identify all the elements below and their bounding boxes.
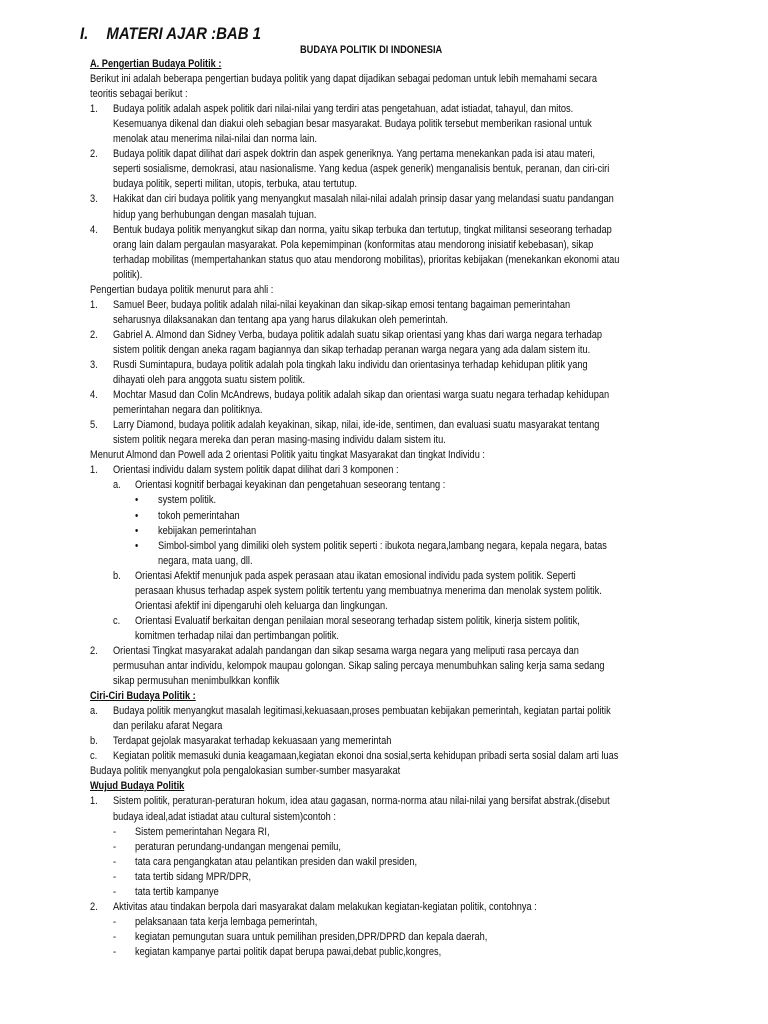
text-line: Sistem politik, peraturan-peraturan hokum, idea atau gagasan, norma-norma atau nilai-nilai yang bersifat abstrak.(disebut — [113, 795, 610, 808]
list-marker: 1. — [90, 298, 98, 311]
list-marker: - — [113, 885, 117, 898]
text-line: Sistem pemerintahan Negara RI, — [135, 825, 270, 838]
text-line: komitmen terhadap nilai dan pertimbangan politik. — [135, 629, 339, 642]
text-line: Pengertian budaya politik menurut para ahli : — [90, 283, 274, 296]
list-marker: - — [113, 840, 117, 853]
list-marker: - — [113, 870, 117, 883]
text-line: dihayati oleh para anggota suatu sistem politik. — [113, 374, 306, 387]
list-marker: 3. — [90, 193, 98, 206]
text-line: Bentuk budaya politik menyangkut sikap dan norma, yaitu sikap terbuka dan tertutup, tingkat militansi seseorang terhadap — [113, 223, 612, 236]
text-line: Orientasi individu dalam system politik dapat dilihat dari 3 komponen : — [113, 464, 399, 477]
text-line: kebijakan pemerintahan — [158, 524, 257, 537]
text-line: sikap permusuhan menimbulkkan konflik — [113, 675, 280, 688]
text-line: Kesemuanya dikenal dan diakui oleh sebagian besar masyarakat. Budaya politik tersebut memberikan rasional untuk — [113, 118, 592, 131]
text-line: Rusdi Sumintapura, budaya politik adalah pola tingkah laku individu dan orientasinya terhadap kehidupan plitik yang — [113, 359, 588, 371]
document-title: BUDAYA POLITIK DI INDONESIA — [300, 44, 443, 56]
chapter-number: I. — [80, 24, 89, 43]
list-marker: 4. — [90, 389, 98, 402]
text-line: kegiatan pemungutan suara untuk pemilihan presiden,DPR/DPRD dan kepala daerah, — [135, 930, 488, 943]
list-marker: 4. — [90, 223, 98, 236]
chapter-heading — [80, 24, 261, 44]
list-marker: • — [135, 539, 139, 552]
text-line: peraturan perundang-undangan mengenai pemilu, — [135, 840, 342, 853]
list-marker: a. — [113, 479, 121, 492]
text-line: perasaan khusus terhadap aspek system politik tertentu yang membuatnya menerima dan menolak system politik. — [135, 584, 602, 597]
list-marker: - — [113, 915, 117, 928]
text-line: sistem politik dengan aneka ragam bagiannya dan sikap terhadap peranan warga negara yang ada dalam sistem itu. — [113, 343, 591, 356]
text-line: Budaya politik dapat dilihat dari aspek doktrin dan aspek generiknya. Yang pertama menekankan pada isi atau materi, — [113, 148, 595, 161]
text-line: seperti sosialisme, demokrasi, atau nasionalisme. Yang kedua (aspek generik) menganalisis bentuk, peranan, dan ciri-ciri — [113, 163, 610, 176]
text-line: sistem politik negara mereka dan peran masing-masing individu dalam sistem itu. — [113, 434, 446, 447]
text-line: Larry Diamond, budaya politik adalah keyakinan, sikap, nilai, ide-ide, sentimen, dan evaluasi suatu masyarakat tentang — [113, 419, 600, 432]
list-marker: 1. — [90, 103, 98, 116]
text-line: dan perilaku afarat Negara — [113, 720, 223, 733]
list-marker: 2. — [90, 644, 98, 657]
text-line: Orientasi afektif ini dipengaruhi oleh keluarga dan lingkungan. — [135, 599, 388, 612]
text-line: Hakikat dan ciri budaya politik yang menyangkut masalah nilai-nilai adalah prinsip dasar yang melandasi suatu pandangan — [113, 193, 614, 206]
text-line: tokoh pemerintahan — [158, 509, 240, 522]
list-marker: • — [135, 494, 139, 507]
list-marker: c. — [113, 614, 121, 627]
list-marker: c. — [90, 750, 98, 763]
text-line: Orientasi Tingkat masyarakat adalah pandangan dan sikap sesama warga negara yang meliputi rasa percaya dan — [113, 644, 579, 657]
list-marker: b. — [113, 569, 121, 582]
text-line: Budaya politik menyangkut pola pengalokasian sumber-sumber masyarakat — [90, 765, 401, 778]
text-line: budaya politik, seperti militan, utopis, terbuka, atau tertutup. — [113, 178, 357, 191]
list-marker: 5. — [90, 419, 98, 432]
text-line: politik). — [113, 268, 143, 281]
text-line: Menurut Almond dan Powell ada 2 orientasi Politik yaitu tingkat Masyarakat dan tingkat Individu : — [90, 449, 485, 462]
text-line: pelaksanaan tata kerja lembaga pemerintah, — [135, 915, 318, 928]
text-line: hidup yang berhubungan dengan masalah tujuan. — [113, 208, 317, 221]
list-marker: - — [113, 855, 117, 868]
text-line: Orientasi Afektif menunjuk pada aspek perasaan atau ikatan emosional individu pada system politik. Seperti — [135, 569, 576, 582]
list-marker: - — [113, 930, 117, 943]
text-line: Terdapat gejolak masyarakat terhadap kekuasaan yang memerintah — [113, 735, 392, 748]
text-line: Orientasi Evaluatif berkaitan dengan penilaian moral seseorang terhadap sistem politik, kinerja sistem politik, — [135, 614, 580, 627]
text-line: system politik. — [158, 494, 217, 507]
text-line: Wujud Budaya Politik — [90, 780, 185, 793]
text-line: tata tertib kampanye — [135, 885, 219, 898]
text-line: Kegiatan politik memasuki dunia keagamaan,kegiatan ekonoi dna sosial,serta kehidupan pribadi serta sosial dalam arti luas — [113, 750, 619, 763]
chapter-title: MATERI AJAR :BAB 1 — [106, 24, 261, 43]
text-line: tata tertib sidang MPR/DPR, — [135, 870, 252, 883]
list-marker: 2. — [90, 148, 98, 161]
text-line: Simbol-simbol yang dimiliki oleh system politik seperti : ibukota negara,lambang negara, kepala negara, batas — [158, 539, 607, 552]
list-marker: 1. — [90, 464, 98, 477]
text-line: teoritis sebagai berikut : — [90, 88, 188, 101]
list-marker: 1. — [90, 795, 98, 808]
text-line: tata cara pengangkatan atau pelantikan presiden dan wakil presiden, — [135, 855, 418, 868]
text-line: Budaya politik adalah aspek politik dari nilai-nilai yang terdiri atas pengetahuan, adat istiadat, tahayul, dan mitos. — [113, 103, 574, 116]
text-line: budaya ideal,adat istiadat atau cultural sistem)contoh : — [113, 810, 336, 823]
list-marker: - — [113, 825, 117, 838]
text-line: Aktivitas atau tindakan berpola dari masyarakat dalam melakukan kegiatan-kegiatan politik, contohnya : — [113, 900, 537, 913]
text-line: Samuel Beer, budaya politik adalah nilai-nilai keyakinan dan sikap-sikap emosi tentang bagaiman pemerintahan — [113, 298, 571, 311]
text-line: Budaya politik menyangkut masalah legitimasi,kekuasaan,proses pembuatan kebijakan pemerintah, kegiatan partai politik — [113, 705, 611, 718]
list-marker: • — [135, 509, 139, 522]
text-line: terhadap mobilitas (mempertahankan status quo atau mendorong mobilitas), prioritas kebijakan (menekankan ekonomi atau — [113, 253, 620, 266]
text-line: kegiatan kampanye partai politik dapat berupa pawai,debat public,kongres, — [135, 945, 442, 958]
text-line: A. Pengertian Budaya Politik : — [90, 58, 222, 70]
text-line: permusuhan antar individu, kelompok maupau golongan. Sikap saling percaya menumbuhkan saling kerja sama sedang — [113, 660, 605, 672]
text-line: seharusnya dilaksanakan dan tentang apa yang harus dilakukan oleh pemerintah. — [113, 313, 448, 326]
list-marker: 2. — [90, 900, 98, 913]
text-line: Gabriel A. Almond dan Sidney Verba, budaya politik adalah suatu sikap orientasi yang khas dari warga negara terhadap — [113, 328, 603, 341]
list-marker: a. — [90, 705, 98, 718]
text-line: Ciri-Ciri Budaya Politik : — [90, 690, 196, 703]
list-marker: b. — [90, 735, 98, 748]
text-line: Berikut ini adalah beberapa pengertian budaya politik yang dapat dijadikan sebagai pedoman untuk lebih memahami secara — [90, 73, 598, 86]
list-marker: 3. — [90, 359, 98, 371]
list-marker: 2. — [90, 328, 98, 341]
text-line: menolak atau menerima nilai-nilai dan norma lain. — [113, 133, 317, 146]
text-line: Orientasi kognitif berbagai keyakinan dan pengetahuan seseorang tentang : — [135, 479, 446, 492]
text-line: Mochtar Masud dan Colin McAndrews, budaya politik adalah sikap dan orientasi warga suatu negara terhadap kehidupan — [113, 389, 610, 402]
text-line: pemerintahan negara dan politiknya. — [113, 404, 263, 417]
text-line: orang lain dalam pergaulan masyarakat. Pola kepemimpinan (konformitas atau mendorong inisiatif kebebasan), sikap — [113, 238, 594, 251]
list-marker: • — [135, 524, 139, 537]
list-marker: - — [113, 945, 117, 958]
text-line: negara, mata uang, dll. — [158, 554, 253, 567]
